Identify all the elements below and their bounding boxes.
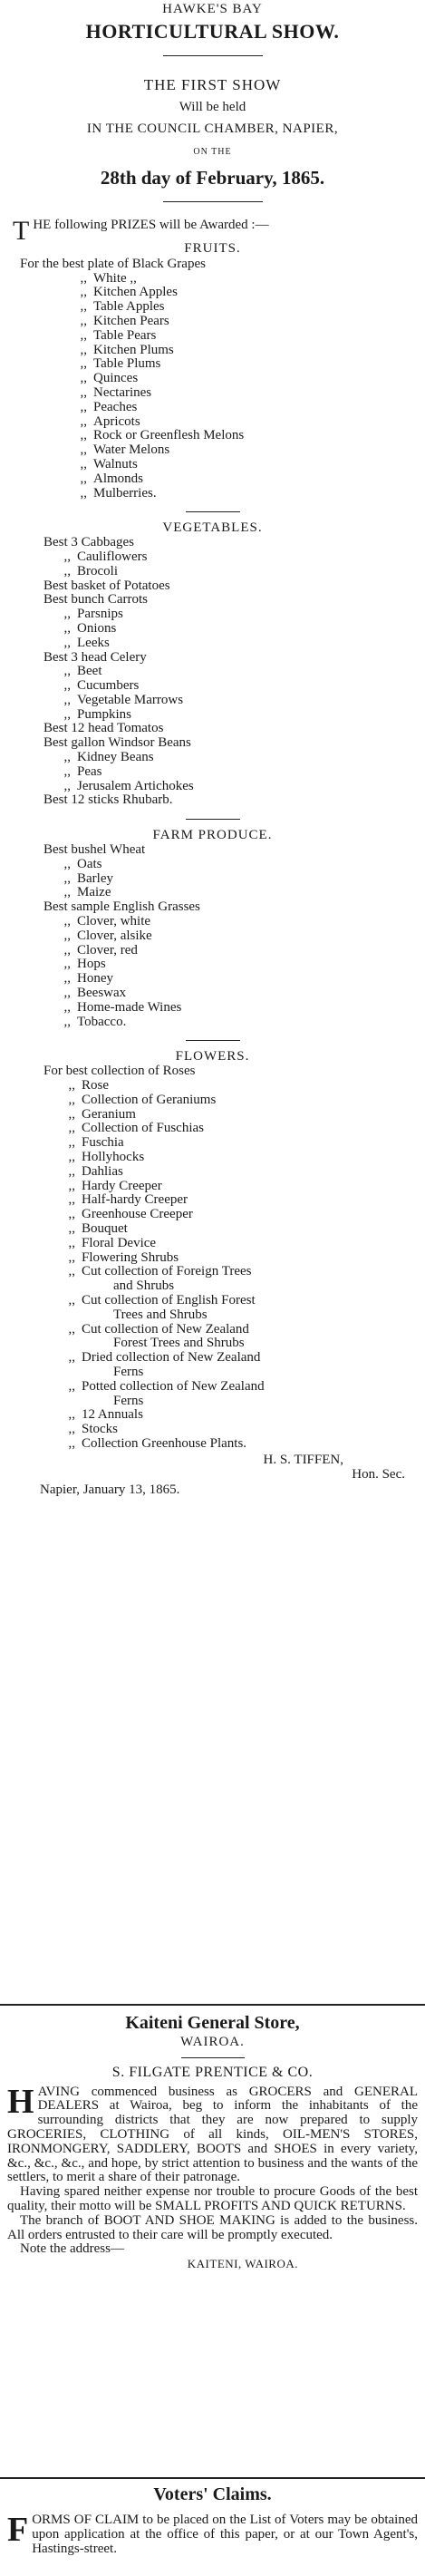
ditto-mark: ,, [68,1207,75,1222]
flower-item [32,1408,425,1423]
vegetable-item-text: Kidney Beans [77,750,154,765]
ditto-mark: ,, [80,413,87,429]
fruits-list [0,272,425,501]
ditto-mark: ,, [68,1378,75,1394]
ditto-mark: ,, [80,371,87,386]
fruit-item [43,315,425,329]
vegetable-lead: Best 3 Cabbages [43,535,134,550]
ditto-mark: ,, [63,706,71,722]
flower-item-text: Floral Device [82,1235,157,1250]
ditto-mark: ,, [68,1264,75,1279]
venue-line: IN THE COUNCIL CHAMBER, NAPIER, [86,122,339,137]
store-paragraph-1 [0,2082,425,2186]
fruit-item [43,458,425,472]
ditto-mark: ,, [80,342,87,357]
section-divider-2 [0,2477,425,2479]
flower-item-text: Collection of Geraniums [82,1092,217,1107]
flower-item-text: Dried collection of New Zealand [82,1350,261,1366]
ditto-mark: ,, [63,692,71,707]
ditto-mark: ,, [63,563,71,578]
flower-item-text: Fuschia [82,1135,124,1151]
voters-text: ORMS OF CLAIM to be placed on the List of Voters may be obtained upon application at the office of this paper, or at our Town Agent's, Hastings-street. [32,2513,418,2556]
vegetable-item [27,637,425,651]
fruit-item [43,386,425,401]
vegetable-item [27,550,425,565]
fruit-item [43,372,425,386]
flower-item-text: Geranium [82,1106,136,1122]
ditto-mark: ,, [63,635,71,650]
flower-item [32,1237,425,1251]
vegetable-lead: Best gallon Windsor Beans [43,735,191,751]
vegetable-lead: Best 3 head Celery [43,649,147,665]
flower-item [32,1222,425,1237]
fruit-item-text: Quinces [93,371,139,386]
fruits-heading: FRUITS. [184,240,241,256]
farm-item-text: Maize [77,885,111,900]
fruit-item-text: Table Apples [93,299,165,315]
voters-dropcap: F [7,2511,29,2549]
farm-item-text: Beeswax [77,986,127,1001]
ditto-mark: ,, [63,620,71,636]
vegetable-item [27,665,425,679]
ditto-mark: ,, [68,1292,75,1307]
fruit-item [43,329,425,344]
ditto-mark: ,, [80,456,87,471]
farm-item [27,1016,425,1030]
show-date: 28th day of February, 1865. [100,166,325,189]
vegetables-list [0,536,425,808]
ditto-mark: ,, [68,1350,75,1366]
flower-item-text: Collection Greenhouse Plants. [82,1435,247,1451]
fruit-item-text: Nectarines [93,384,152,400]
voters-paragraph [0,2513,425,2556]
flower-item [32,1180,425,1194]
ditto-mark: ,, [80,485,87,501]
intro-dropcap: T [13,215,30,246]
vegetable-item-text: Parsnips [77,607,123,622]
first-show-line: THE FIRST SHOW [143,75,282,93]
fruit-item [43,357,425,372]
store-place: WAIROA. [180,2035,245,2049]
fruit-item-text: Almonds [93,471,144,486]
ditto-mark: ,, [68,1078,75,1094]
store-firm: S. FILGATE PRENTICE & CO. [111,2064,314,2080]
vegetable-lead: Best basket of Potatoes [43,578,170,593]
ditto-mark: ,, [80,428,87,443]
ditto-mark: ,, [68,1121,75,1136]
vegetable-item-text: Pumpkins [77,706,132,722]
fruit-item [43,429,425,443]
ditto-mark: ,, [80,356,87,372]
ditto-mark: ,, [80,270,87,286]
flower-item [32,1251,425,1266]
fruit-item-text: Kitchen Plums [93,342,174,357]
farm-heading: FARM PRODUCE. [152,828,273,843]
fruits-lead: For the best plate of Black Grapes [20,256,206,271]
flower-item-text: Potted collection of New Zealand [82,1378,265,1394]
flower-item-text: Hardy Creeper [82,1178,162,1193]
will-be-held-line: Will be held [179,99,246,114]
store-paragraph-3: The branch of BOOT AND SHOE MAKING is added to the business. All orders entrusted to their care will be promptly executed. [7,2212,418,2242]
flower-item-text: Cut collection of New Zealand [82,1321,249,1337]
flower-item [32,1165,425,1180]
fruit-item [43,472,425,487]
section-divider-1 [0,2004,425,2006]
voters-notice [0,2484,425,2556]
fruit-item [43,443,425,458]
fruit-item-text: Table Pears [93,327,157,343]
flower-item-text: Cut collection of Foreign Trees [82,1264,252,1279]
title-divider [163,55,263,56]
flower-item [32,1294,425,1308]
vegetable-item [27,608,425,622]
on-the-line: ON THE [193,147,232,158]
flower-item-text: Dahlias [82,1163,123,1179]
ditto-mark: ,, [68,1235,75,1250]
vegetable-item-text: Peas [77,763,102,779]
vegetable-item [27,765,425,780]
fruits-divider [186,511,240,512]
vegetable-item-text: Leeks [77,635,110,650]
ditto-mark: ,, [63,763,71,779]
farm-item [27,915,425,929]
farm-list [0,843,425,1029]
fruit-item [43,300,425,315]
farm-item-text: Honey [77,971,113,987]
ditto-mark: ,, [68,1150,75,1164]
vegetable-item-text: Vegetable Marrows [77,692,184,707]
ditto-mark: ,, [63,778,71,793]
vegetable-lead: Best 12 sticks Rhubarb. [43,792,173,808]
fruit-item-text: Walnuts [93,456,138,471]
farm-item-text: Tobacco. [77,1014,127,1029]
vegetable-item [27,565,425,579]
vegetables-divider [186,819,240,820]
ditto-mark: ,, [68,1163,75,1179]
flowers-heading: FLOWERS. [175,1049,250,1064]
farm-item-text: Oats [77,856,102,871]
ditto-mark: ,, [63,607,71,622]
flower-item [32,1193,425,1208]
fruit-item-text: Mulberries. [93,485,157,501]
ditto-mark: ,, [80,313,87,328]
vegetable-item [27,751,425,765]
farm-item-text: Hops [77,957,106,972]
flower-item-continuation: Forest Trees and Shrubs [113,1336,245,1351]
ditto-mark: ,, [63,885,71,900]
store-divider [181,2057,245,2058]
flower-item-text: Bouquet [82,1220,128,1236]
vegetable-item [27,679,425,694]
flower-item-text: Half-hardy Creeper [82,1192,188,1208]
flower-item [32,1079,425,1094]
ditto-mark: ,, [68,1178,75,1193]
farm-item [27,1001,425,1016]
farm-item-text: Clover, alsike [77,928,152,943]
flower-item-text: 12 Annuals [82,1407,143,1423]
secretary-role: Hon. Sec. [352,1466,405,1482]
vegetable-item-text: Brocoli [77,563,118,578]
region-heading: HAWKE'S BAY [162,2,263,16]
farm-lead: Best sample English Grasses [43,899,200,915]
flower-item [32,1323,425,1337]
ditto-mark: ,, [63,942,71,957]
flower-item-text: Greenhouse Creeper [82,1207,193,1222]
ditto-mark: ,, [63,999,71,1015]
flower-item [32,1351,425,1366]
ditto-mark: ,, [63,914,71,929]
flower-item [32,1094,425,1108]
flower-item [32,1208,425,1222]
ditto-mark: ,, [80,471,87,486]
ditto-mark: ,, [63,750,71,765]
vegetable-item-text: Onions [77,620,117,636]
vegetable-item-text: Cucumbers [77,678,140,694]
fruit-item-text: White ,, [93,270,137,286]
ditto-mark: ,, [80,399,87,414]
ditto-mark: ,, [68,1092,75,1107]
vegetable-item [27,694,425,708]
ditto-mark: ,, [68,1321,75,1337]
fruit-item [43,286,425,300]
flower-item [32,1108,425,1123]
flower-item-continuation: Trees and Shrubs [113,1307,208,1322]
flower-item [32,1265,425,1279]
secretary-name: H. S. TIFFEN, [263,1452,343,1467]
ditto-mark: ,, [63,870,71,886]
ditto-mark: ,, [63,664,71,679]
farm-item [27,872,425,887]
ditto-mark: ,, [63,928,71,943]
vegetable-item [27,780,425,794]
vegetable-item [27,708,425,723]
fruit-item-text: Kitchen Apples [93,285,178,300]
ditto-mark: ,, [68,1192,75,1208]
farm-item [27,972,425,987]
ditto-mark: ,, [80,285,87,300]
farm-item [27,957,425,972]
store-dropcap: H [7,2082,34,2121]
fruit-item-text: Table Plums [93,356,161,372]
ditto-mark: ,, [63,1014,71,1029]
store-text-1: AVING commenced business as GROCERS and GENERAL DEALERS at Wairoa, beg to inform the inhabitants of the surrounding districts that they are now prepared to supply GROCERIES, CLOTHING of all kinds, OIL-MEN'S STORES, IRONMONGERY, SADDLERY, BOOTS and SHOES in every variety, &c., &c., &c., and hope, by strict attention to business and the wants of the settlers, to merit a share of their patronage. [7,2084,418,2185]
ditto-mark: ,, [68,1220,75,1236]
ditto-mark: ,, [63,957,71,972]
fruit-item [43,415,425,430]
flowers-list [0,1079,425,1452]
ditto-mark: ,, [68,1135,75,1151]
flower-item-text: Cut collection of English Forest [82,1292,256,1307]
flower-item [32,1136,425,1151]
ditto-mark: ,, [63,549,71,564]
fruit-item-text: Rock or Greenflesh Melons [93,428,245,443]
flower-item-continuation: Ferns [113,1393,144,1408]
vegetable-lead: Best bunch Carrots [43,592,148,608]
vegetable-lead: Best 12 head Tomatos [43,721,164,736]
voters-title: Voters' Claims. [153,2484,272,2504]
farm-item-text: Home-made Wines [77,999,182,1015]
ditto-mark: ,, [80,299,87,315]
fruit-item [43,272,425,287]
flower-item-text: Hollyhocks [82,1150,145,1164]
flower-item [32,1151,425,1165]
store-title: Kaiteni General Store, [125,2013,300,2033]
ditto-mark: ,, [68,1106,75,1122]
farm-item [27,858,425,872]
farm-item-text: Clover, white [77,914,151,929]
flower-item-continuation: and Shrubs [113,1278,175,1294]
ditto-mark: ,, [80,327,87,343]
flower-item-text: Collection of Fuschias [82,1121,204,1136]
store-paragraph-2: Having spared neither expense nor trouble to procure Goods of the best quality, their motto will be SMALL PROFITS AND QUICK RETURNS. [7,2184,418,2213]
ditto-mark: ,, [63,971,71,987]
farm-item-text: Clover, red [77,942,138,957]
fruit-item-text: Peaches [93,399,138,414]
dateline: Napier, January 13, 1865. [40,1482,180,1498]
fruit-item [43,487,425,501]
flower-item-continuation: Ferns [113,1364,144,1379]
ditto-mark: ,, [68,1435,75,1451]
intro-text: HE following PRIZES will be Awarded :— [33,217,269,232]
farm-lead: Best bushel Wheat [43,842,146,858]
vegetable-item-text: Cauliflowers [77,549,148,564]
flowers-lead: For best collection of Roses [43,1064,196,1079]
ditto-mark: ,, [68,1407,75,1423]
ditto-mark: ,, [63,856,71,871]
vegetable-item-text: Jerusalem Artichokes [77,778,194,793]
flower-item [32,1423,425,1437]
ditto-mark: ,, [63,986,71,1001]
ditto-mark: ,, [80,442,87,458]
farm-item-text: Barley [77,870,113,886]
farm-item [27,886,425,900]
fruit-item-text: Kitchen Pears [93,313,169,328]
fruit-item [43,344,425,358]
ditto-mark: ,, [63,678,71,694]
flower-item-text: Flowering Shrubs [82,1249,179,1265]
farm-item [27,929,425,944]
ditto-mark: ,, [68,1422,75,1437]
flower-item [32,1437,425,1452]
fruit-item-text: Water Melons [93,442,170,458]
vegetable-item [27,622,425,637]
store-advertisement [0,2013,425,2271]
fruit-item [43,401,425,415]
store-address: KAITENI, WAIROA. [187,2257,298,2271]
flower-item-text: Rose [82,1078,109,1094]
ditto-mark: ,, [80,384,87,400]
vegetable-item-text: Beet [77,664,102,679]
prizes-intro [13,215,418,246]
farm-divider [186,1040,240,1041]
farm-item [27,987,425,1001]
farm-item [27,944,425,958]
store-paragraph-4: Note the address— [20,2241,124,2257]
show-title: HORTICULTURAL SHOW. [85,19,340,43]
ditto-mark: ,, [68,1249,75,1265]
flower-item [32,1122,425,1136]
date-divider [163,201,263,202]
flower-item-text: Stocks [82,1422,119,1437]
flower-item [32,1380,425,1395]
vegetables-heading: VEGETABLES. [162,520,263,536]
fruit-item-text: Apricots [93,413,140,429]
